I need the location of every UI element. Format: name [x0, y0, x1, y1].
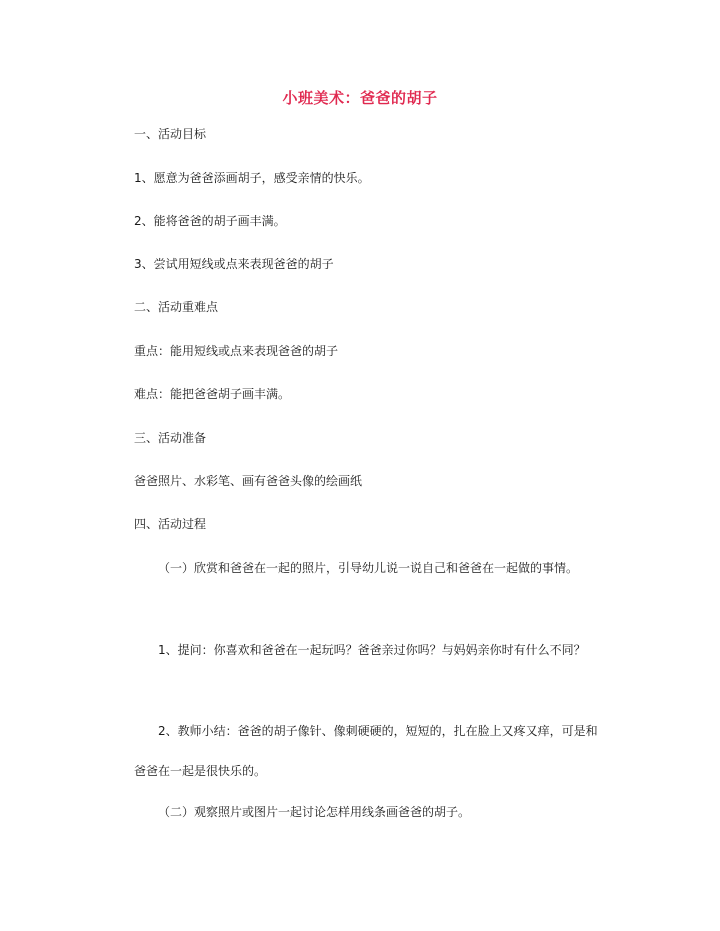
preparation-text: 爸爸照片、水彩笔、画有爸爸头像的绘画纸 — [134, 474, 363, 488]
document-title: 小班美术：爸爸的胡子 — [282, 89, 438, 107]
section-heading-goals: 一、活动目标 — [134, 127, 207, 141]
section-heading-key-points: 二、活动重难点 — [134, 300, 219, 314]
goal-item-1: 1、愿意为爸爸添画胡子，感受亲情的快乐。 — [134, 171, 370, 185]
process-question: 1、提问：你喜欢和爸爸在一起玩吗？爸爸亲过你吗？与妈妈亲你时有什么不同？ — [158, 643, 586, 657]
section-heading-process: 四、活动过程 — [134, 517, 207, 531]
section-heading-preparation: 三、活动准备 — [134, 431, 207, 445]
process-step-1: （一）欣赏和爸爸在一起的照片，引导幼儿说一说自己和爸爸在一起做的事情。 — [158, 561, 579, 575]
process-step-2: （二）观察照片或图片一起讨论怎样用线条画爸爸的胡子。 — [158, 805, 471, 819]
process-summary: 2、教师小结：爸爸的胡子像针、像刺硬硬的，短短的，扎在脸上又疼又痒，可是和爸爸在一起是很快乐的。 — [134, 724, 598, 778]
key-point-text: 重点：能用短线或点来表现爸爸的胡子 — [134, 344, 339, 358]
difficult-point-text: 难点：能把爸爸胡子画丰满。 — [134, 387, 291, 401]
goal-item-2: 2、能将爸爸的胡子画丰满。 — [134, 214, 286, 228]
goal-item-3: 3、尝试用短线或点来表现爸爸的胡子 — [134, 257, 334, 271]
